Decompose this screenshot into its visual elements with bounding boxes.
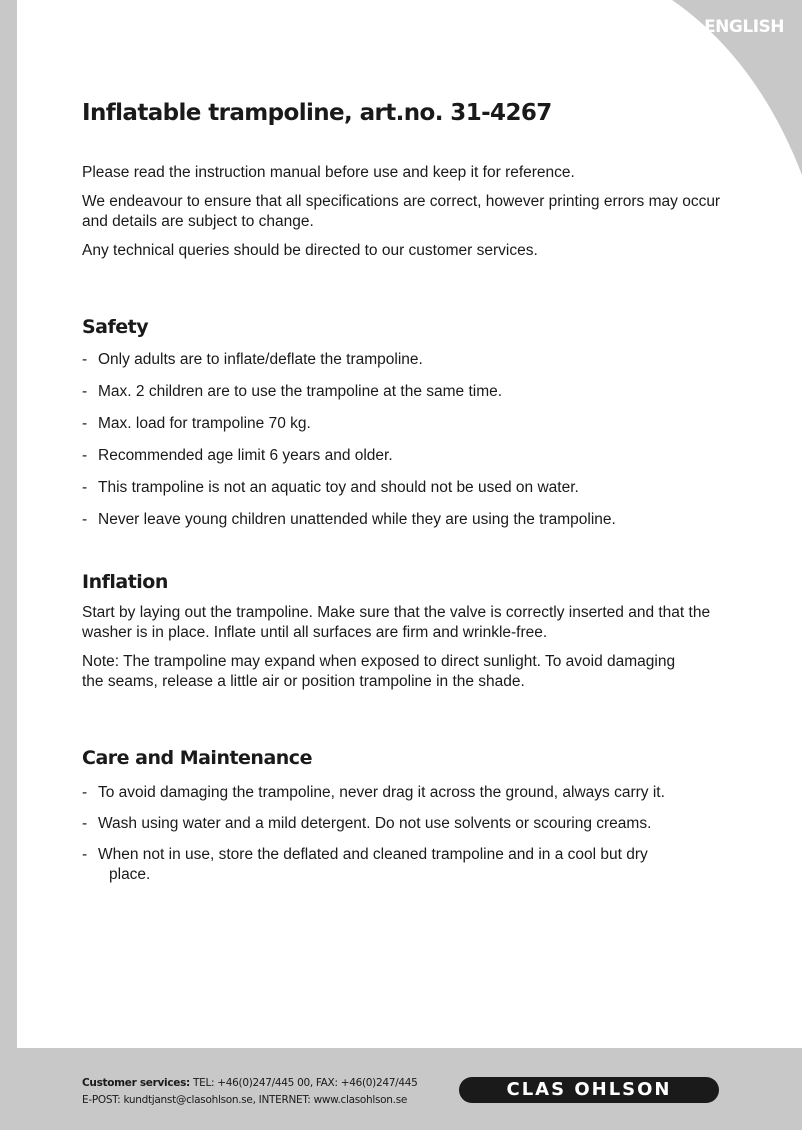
contact-line [82,1092,417,1109]
page-title: Inflatable trampoline, art.no. 31-4267 [82,100,552,126]
clas-ohlson-logo: CLAS OHLSON [459,1077,719,1103]
list-item-line: When not in use, store the deflated and cleaned trampoline and in a cool but dry [98,846,648,863]
list-item: - Only adults are to inflate/deflate the trampoline. [82,350,762,370]
care-section [82,747,762,896]
contact-line [82,1075,417,1092]
inflation-section [82,571,762,701]
intro-paragraph: We endeavour to ensure that all specifications are correct, however printing errors may occur and details are subject to change. [82,193,721,230]
list-item [82,845,762,885]
language-label: ENGLISH [704,17,784,37]
manual-page [17,0,802,1048]
intro-paragraph: Any technical queries should be directed to our customer services. [82,242,538,259]
safety-heading: Safety [82,316,149,338]
list-item: - Max. 2 children are to use the trampoline at the same time. [82,382,762,402]
list-item: - Wash using water and a mild detergent. Do not use solvents or scouring creams. [82,814,762,834]
inflation-body [82,603,762,692]
intro [82,163,742,270]
safety-section [82,316,762,542]
list-item: - To avoid damaging the trampoline, never drag it across the ground, always carry it. [82,783,762,803]
care-heading: Care and Maintenance [82,747,312,769]
email-website: kundtjanst@clasohlson.se, INTERNET: www.clasohlson.se [123,1094,408,1106]
inflation-heading: Inflation [82,571,168,593]
footer [0,1048,802,1130]
care-list [82,783,762,885]
safety-list [82,350,762,530]
inflation-paragraph: Start by laying out the trampoline. Make sure that the valve is correctly inserted and that the washer is in place. Inflate until all surfaces are firm and wrinkle-free. [82,604,711,641]
customer-services-label: Customer services: [82,1077,190,1089]
inflation-paragraph: Note: The trampoline may expand when exposed to direct sunlight. To avoid damaging the seams, release a little air or position trampoline in the shade. [82,653,676,690]
list-item: - Max. load for trampoline 70 kg. [82,414,762,434]
email-label: E-POST: [82,1094,121,1106]
list-item: - Recommended age limit 6 years and older. [82,446,762,466]
list-item: - Never leave young children unattended while they are using the trampoline. [82,510,762,530]
list-item-line: place. [109,866,151,883]
contact-info [82,1075,417,1109]
intro-paragraph: Please read the instruction manual before use and keep it for reference. [82,164,575,181]
phone-fax: TEL: +46(0)247/445 00, FAX: +46(0)247/445 [193,1077,418,1089]
list-item: - This trampoline is not an aquatic toy and should not be used on water. [82,478,762,498]
